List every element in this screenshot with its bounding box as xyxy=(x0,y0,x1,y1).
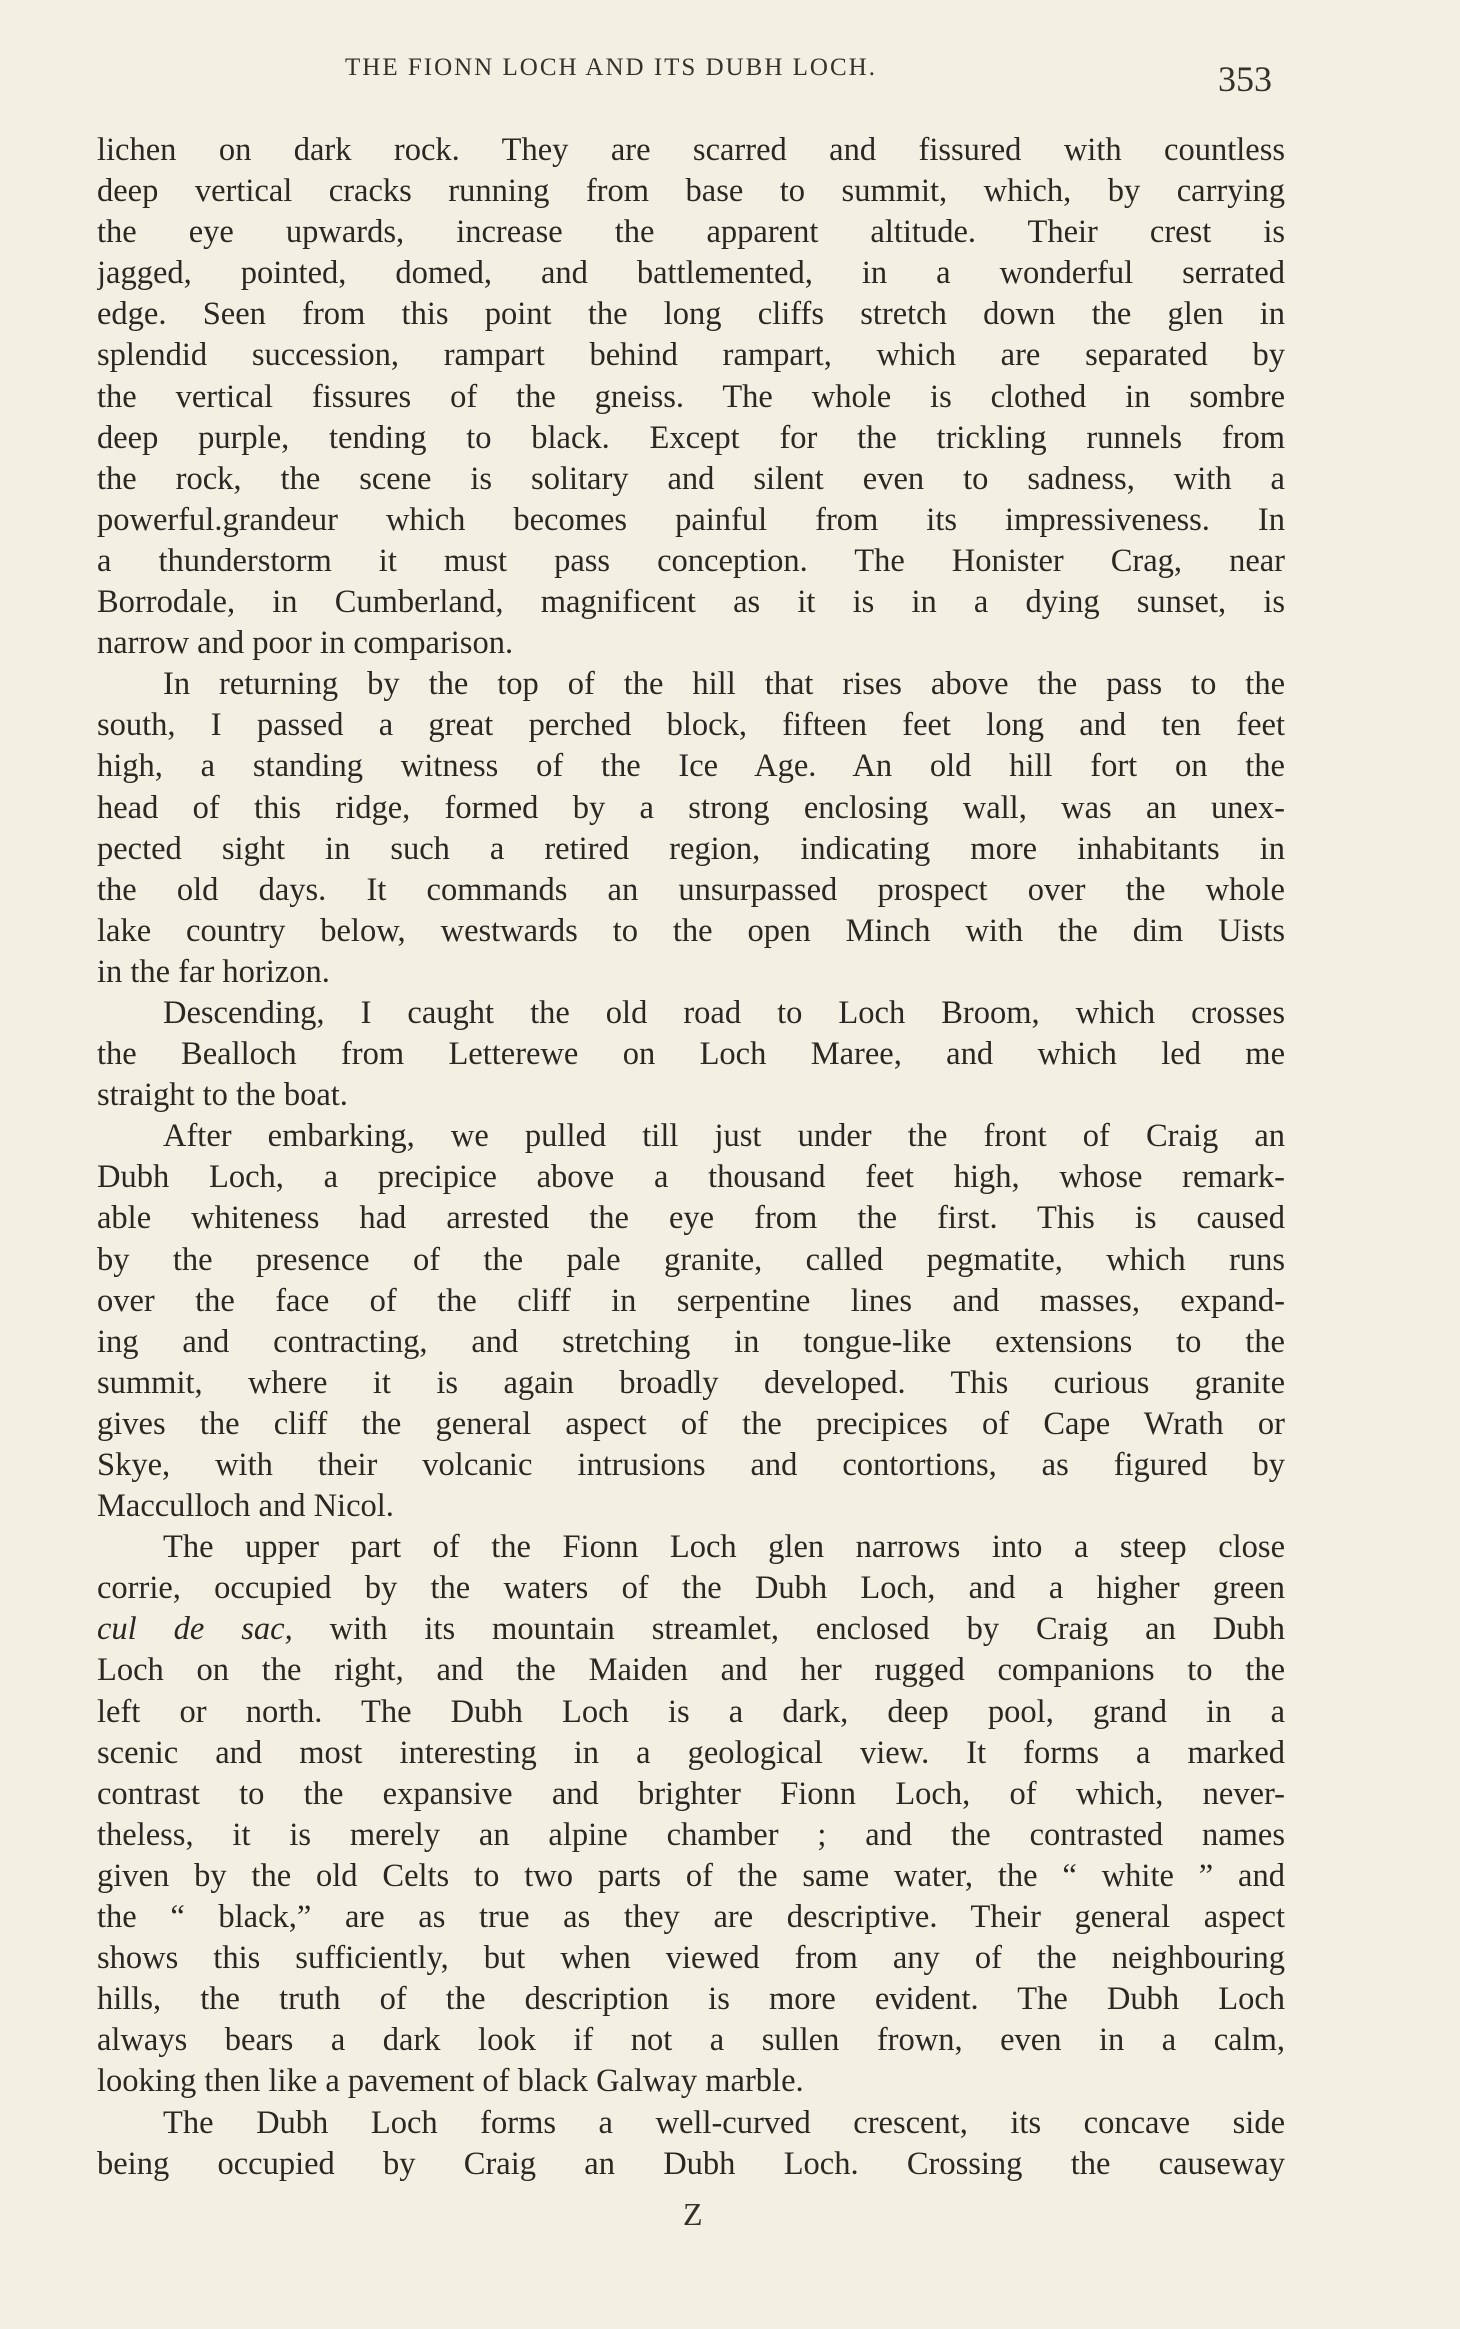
line-text: able whiteness had arrested the eye from the first. This is caused xyxy=(97,1200,1285,1237)
text-line xyxy=(97,1034,1285,1075)
text-line xyxy=(97,829,1285,870)
line-text: in the far horizon. xyxy=(97,953,330,990)
text-line xyxy=(97,705,1285,746)
text-line xyxy=(97,418,1285,459)
line-text: deep vertical cracks running from base to summit, which, by carrying xyxy=(97,173,1285,210)
text-line xyxy=(97,2061,1285,2102)
text-line xyxy=(97,993,1285,1034)
text-line xyxy=(97,1774,1285,1815)
line-text: the rock, the scene is solitary and silent even to sadness, with a xyxy=(97,460,1285,497)
text-line xyxy=(97,2020,1285,2061)
italic-phrase: cul de sac, xyxy=(97,1611,293,1648)
signature-mark: Z xyxy=(683,2196,703,2232)
line-text: the vertical fissures of the gneiss. The whole is clothed in sombre xyxy=(97,378,1285,415)
line-text: scenic and most interesting in a geological view. It forms a marked xyxy=(97,1734,1285,1771)
text-line xyxy=(97,500,1285,541)
text-line xyxy=(97,541,1285,582)
line-text: splendid succession, rampart behind rampart, which are separated by xyxy=(97,337,1285,374)
line-text: contrast to the expansive and brighter Fionn Loch, of which, never- xyxy=(97,1775,1285,1812)
line-text: the Bealloch from Letterewe on Loch Maree, and which led me xyxy=(97,1036,1285,1073)
text-line xyxy=(97,1527,1285,1568)
text-line xyxy=(97,1281,1285,1322)
line-text: lake country below, westwards to the open Minch with the dim Uists xyxy=(97,912,1285,949)
line-text: edge. Seen from this point the long cliffs stretch down the glen in xyxy=(97,296,1285,333)
line-text: being occupied by Craig an Dubh Loch. Crossing the causeway xyxy=(97,2145,1285,2182)
line-text: corrie, occupied by the waters of the Dubh Loch, and a higher green xyxy=(97,1570,1285,1607)
text-line xyxy=(97,1157,1285,1198)
line-text: After embarking, we pulled till just under the front of Craig an xyxy=(163,1118,1285,1155)
line-text: south, I passed a great perched block, fifteen feet long and ten feet xyxy=(97,707,1285,744)
text-line xyxy=(97,1692,1285,1733)
line-text: the old days. It commands an unsurpassed prospect over the whole xyxy=(97,871,1285,908)
line-text: hills, the truth of the description is more evident. The Dubh Loch xyxy=(97,1981,1285,2018)
text-line xyxy=(97,1568,1285,1609)
text-line xyxy=(97,212,1285,253)
line-text: looking then like a pavement of black Galway marble. xyxy=(97,2063,804,2100)
text-line xyxy=(97,1733,1285,1774)
running-head: THE FIONN LOCH AND ITS DUBH LOCH. xyxy=(345,54,877,81)
line-text: left or north. The Dubh Loch is a dark, deep pool, grand in a xyxy=(97,1693,1285,1730)
text-line xyxy=(97,746,1285,787)
text-line xyxy=(97,377,1285,418)
text-line xyxy=(97,664,1285,705)
line-text: Borrodale, in Cumberland, magnificent as it is in a dying sunset, is xyxy=(97,584,1285,621)
line-text: a thunderstorm it must pass conception. The Honister Crag, near xyxy=(97,542,1285,579)
text-line xyxy=(97,1198,1285,1239)
line-text: jagged, pointed, domed, and battlemented, in a wonderful serrated xyxy=(97,255,1285,292)
line-text: over the face of the cliff in serpentine lines and masses, expand- xyxy=(97,1282,1285,1319)
text-line xyxy=(97,294,1285,335)
line-text: theless, it is merely an alpine chamber ; and the contrasted names xyxy=(97,1816,1285,1853)
line-text: Descending, I caught the old road to Loch Broom, which crosses xyxy=(163,994,1285,1031)
line-text: The Dubh Loch forms a well-curved crescent, its concave side xyxy=(163,2104,1285,2141)
text-line xyxy=(97,1979,1285,2020)
line-text: gives the cliff the general aspect of the precipices of Cape Wrath or xyxy=(97,1405,1285,1442)
text-line xyxy=(97,1075,1285,1116)
text-line xyxy=(97,911,1285,952)
line-text: The upper part of the Fionn Loch glen narrows into a steep close xyxy=(163,1529,1285,1566)
text-line xyxy=(97,1938,1285,1979)
line-text: Skye, with their volcanic intrusions and contortions, as figured by xyxy=(97,1447,1285,1483)
text-line xyxy=(97,2103,1285,2144)
line-text: straight to the boat. xyxy=(97,1077,348,1114)
line-text: by the presence of the pale granite, called pegmatite, which runs xyxy=(97,1241,1285,1278)
line-text: summit, where it is again broadly developed. This curious granite xyxy=(97,1364,1285,1401)
line-text: narrow and poor in comparison. xyxy=(97,625,514,662)
text-line xyxy=(97,1650,1285,1691)
line-text: Dubh Loch, a precipice above a thousand feet high, whose remark- xyxy=(97,1159,1285,1196)
line-text: pected sight in such a retired region, indicating more inhabitants in xyxy=(97,830,1285,867)
text-line xyxy=(97,1404,1285,1445)
text-line xyxy=(97,253,1285,294)
text-line xyxy=(97,788,1285,829)
page-number: 353 xyxy=(1218,59,1272,99)
text-line xyxy=(97,1363,1285,1404)
line-text: ing and contracting, and stretching in tongue-like extensions to the xyxy=(97,1323,1285,1360)
line-text: given by the old Celts to two parts of the same water, the “ white ” and xyxy=(97,1857,1285,1894)
text-line xyxy=(97,1445,1285,1486)
text-line xyxy=(97,459,1285,500)
text-line xyxy=(97,2144,1285,2185)
line-text: the “ black,” are as true as they are descriptive. Their general aspect xyxy=(97,1899,1285,1936)
line-text: deep purple, tending to black. Except for the trickling runnels from xyxy=(97,419,1285,456)
text-line xyxy=(97,1897,1285,1938)
text-line xyxy=(97,1322,1285,1363)
text-line xyxy=(97,1240,1285,1281)
line-text: powerful.grandeur which becomes painful from its impressiveness. In xyxy=(97,501,1285,538)
text-line xyxy=(97,1856,1285,1897)
text-line xyxy=(97,870,1285,911)
line-text: high, a standing witness of the Ice Age. An old hill fort on the xyxy=(97,748,1285,785)
text-line xyxy=(97,952,1285,993)
text-line xyxy=(97,1609,1285,1650)
text-line xyxy=(97,1815,1285,1856)
text-line xyxy=(97,1486,1285,1527)
line-text: lichen on dark rock. They are scarred and fissured with countless xyxy=(97,132,1285,168)
line-text: shows this sufficiently, but when viewed from any of the neighbouring xyxy=(97,1940,1285,1977)
line-text: In returning by the top of the hill that rises above the pass to the xyxy=(163,666,1285,703)
text-line xyxy=(97,130,1285,171)
line-text: head of this ridge, formed by a strong enclosing wall, was an unex- xyxy=(97,789,1285,826)
line-text: Loch on the right, and the Maiden and her rugged companions to the xyxy=(97,1652,1285,1689)
text-line xyxy=(97,171,1285,212)
text-line xyxy=(97,623,1285,664)
line-text: always bears a dark look if not a sullen frown, even in a calm, xyxy=(97,2022,1285,2059)
body-text xyxy=(97,130,1285,2185)
line-text: the eye upwards, increase the apparent altitude. Their crest is xyxy=(97,214,1285,251)
text-line xyxy=(97,1116,1285,1157)
text-line xyxy=(97,335,1285,376)
text-line xyxy=(97,582,1285,623)
line-text: with its mountain streamlet, enclosed by Craig an Dubh xyxy=(292,1611,1285,1648)
line-text: Macculloch and Nicol. xyxy=(97,1488,394,1525)
